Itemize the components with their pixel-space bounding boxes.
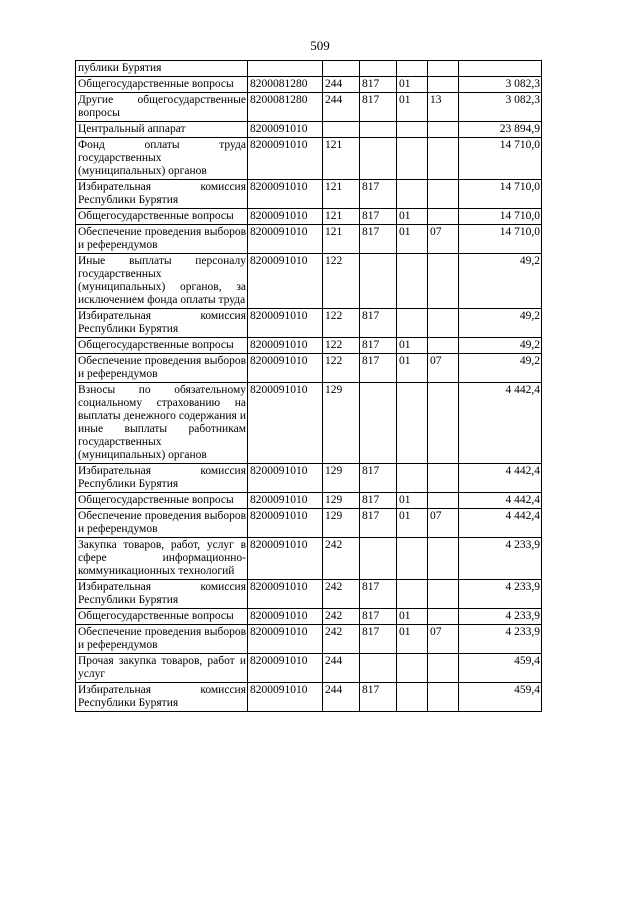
row-department-cell: 817 — [360, 93, 397, 122]
table-row — [76, 180, 542, 209]
row-expense-type-cell: 122 — [323, 309, 360, 338]
row-section-cell: 01 — [397, 93, 428, 122]
row-department-cell: 817 — [360, 338, 397, 354]
row-sum-cell: 4 233,9 — [459, 580, 542, 609]
row-subsection-cell — [428, 609, 459, 625]
row-sum-cell: 4 442,4 — [459, 383, 542, 464]
row-department-cell — [360, 138, 397, 180]
row-subsection-cell — [428, 538, 459, 580]
row-sum-cell: 49,2 — [459, 254, 542, 309]
row-subsection-cell — [428, 464, 459, 493]
row-sum-cell: 4 442,4 — [459, 493, 542, 509]
row-code-cell: 8200091010 — [248, 609, 323, 625]
row-section-cell: 01 — [397, 225, 428, 254]
row-section-cell — [397, 61, 428, 77]
row-code-cell: 8200091010 — [248, 180, 323, 209]
table-row — [76, 254, 542, 309]
row-subsection-cell — [428, 580, 459, 609]
row-sum-cell: 23 894,9 — [459, 122, 542, 138]
row-expense-type-cell: 242 — [323, 580, 360, 609]
row-sum-cell: 459,4 — [459, 654, 542, 683]
row-expense-type-cell: 122 — [323, 338, 360, 354]
row-name-cell: Общегосударственные вопросы — [76, 609, 248, 625]
row-section-cell: 01 — [397, 338, 428, 354]
row-code-cell: 8200091010 — [248, 138, 323, 180]
row-department-cell — [360, 61, 397, 77]
table-row — [76, 509, 542, 538]
row-code-cell: 8200081280 — [248, 77, 323, 93]
row-code-cell: 8200091010 — [248, 309, 323, 338]
row-department-cell — [360, 538, 397, 580]
row-expense-type-cell — [323, 122, 360, 138]
table-row — [76, 338, 542, 354]
row-code-cell — [248, 61, 323, 77]
row-name-cell: Избирательная комиссия Республики Бурятия — [76, 309, 248, 338]
row-subsection-cell — [428, 209, 459, 225]
row-subsection-cell: 07 — [428, 625, 459, 654]
row-code-cell: 8200081280 — [248, 93, 323, 122]
row-name-cell: Общегосударственные вопросы — [76, 338, 248, 354]
row-sum-cell: 14 710,0 — [459, 225, 542, 254]
row-section-cell: 01 — [397, 354, 428, 383]
row-department-cell — [360, 254, 397, 309]
row-department-cell — [360, 654, 397, 683]
row-subsection-cell — [428, 254, 459, 309]
row-department-cell: 817 — [360, 683, 397, 712]
row-code-cell: 8200091010 — [248, 538, 323, 580]
row-sum-cell: 14 710,0 — [459, 180, 542, 209]
row-expense-type-cell: 129 — [323, 509, 360, 538]
row-name-cell: Общегосударственные вопросы — [76, 77, 248, 93]
row-expense-type-cell: 129 — [323, 383, 360, 464]
row-name-cell: Обеспечение проведения выборов и референдумов — [76, 225, 248, 254]
row-section-cell — [397, 683, 428, 712]
row-name-cell: Закупка товаров, работ, услуг в сфере информационно-коммуникационных технологий — [76, 538, 248, 580]
row-expense-type-cell: 242 — [323, 609, 360, 625]
page-number: 509 — [310, 38, 330, 53]
row-code-cell: 8200091010 — [248, 683, 323, 712]
row-subsection-cell — [428, 180, 459, 209]
row-code-cell: 8200091010 — [248, 254, 323, 309]
row-name-cell: Общегосударственные вопросы — [76, 493, 248, 509]
row-section-cell: 01 — [397, 609, 428, 625]
row-subsection-cell — [428, 683, 459, 712]
row-code-cell: 8200091010 — [248, 225, 323, 254]
row-section-cell — [397, 580, 428, 609]
row-subsection-cell: 07 — [428, 509, 459, 538]
table-row — [76, 493, 542, 509]
row-subsection-cell — [428, 309, 459, 338]
row-code-cell: 8200091010 — [248, 338, 323, 354]
row-name-cell: Иные выплаты персоналу государственных (муниципальных) органов, за исключением фонда оплаты труда — [76, 254, 248, 309]
row-expense-type-cell: 121 — [323, 180, 360, 209]
row-department-cell — [360, 122, 397, 138]
table-row — [76, 654, 542, 683]
table-row — [76, 77, 542, 93]
row-name-cell: Взносы по обязательному социальному страхованию на выплаты денежного содержания и иные выплаты работникам государственных (муниципальных) органов — [76, 383, 248, 464]
table-row — [76, 354, 542, 383]
row-section-cell — [397, 538, 428, 580]
table-row — [76, 209, 542, 225]
row-name-cell: Прочая закупка товаров, работ и услуг — [76, 654, 248, 683]
table-row — [76, 464, 542, 493]
row-section-cell: 01 — [397, 77, 428, 93]
row-section-cell: 01 — [397, 509, 428, 538]
row-code-cell: 8200091010 — [248, 354, 323, 383]
row-name-cell: публики Бурятия — [76, 61, 248, 77]
table-row — [76, 61, 542, 77]
row-department-cell: 817 — [360, 180, 397, 209]
row-subsection-cell — [428, 61, 459, 77]
row-expense-type-cell — [323, 61, 360, 77]
row-department-cell: 817 — [360, 609, 397, 625]
row-sum-cell: 4 233,9 — [459, 625, 542, 654]
row-subsection-cell: 07 — [428, 225, 459, 254]
row-name-cell: Избирательная комиссия Республики Бурятия — [76, 180, 248, 209]
table-row — [76, 609, 542, 625]
row-section-cell — [397, 464, 428, 493]
row-subsection-cell — [428, 654, 459, 683]
row-subsection-cell — [428, 122, 459, 138]
row-code-cell: 8200091010 — [248, 464, 323, 493]
row-sum-cell: 14 710,0 — [459, 138, 542, 180]
budget-table-body — [76, 61, 542, 712]
row-department-cell: 817 — [360, 77, 397, 93]
table-row — [76, 138, 542, 180]
table-row — [76, 122, 542, 138]
row-section-cell — [397, 180, 428, 209]
row-sum-cell: 459,4 — [459, 683, 542, 712]
row-expense-type-cell: 121 — [323, 209, 360, 225]
row-subsection-cell — [428, 77, 459, 93]
table-row — [76, 93, 542, 122]
table-row — [76, 683, 542, 712]
budget-table — [75, 60, 542, 712]
table-row — [76, 625, 542, 654]
table-row — [76, 383, 542, 464]
row-department-cell: 817 — [360, 225, 397, 254]
row-expense-type-cell: 244 — [323, 77, 360, 93]
row-sum-cell: 4 442,4 — [459, 509, 542, 538]
row-subsection-cell — [428, 383, 459, 464]
row-sum-cell: 4 233,9 — [459, 538, 542, 580]
row-name-cell: Общегосударственные вопросы — [76, 209, 248, 225]
row-expense-type-cell: 244 — [323, 93, 360, 122]
row-subsection-cell — [428, 493, 459, 509]
row-department-cell: 817 — [360, 354, 397, 383]
row-subsection-cell: 07 — [428, 354, 459, 383]
row-sum-cell — [459, 61, 542, 77]
row-expense-type-cell: 122 — [323, 354, 360, 383]
row-expense-type-cell: 244 — [323, 683, 360, 712]
row-name-cell: Фонд оплаты труда государственных (муниципальных) органов — [76, 138, 248, 180]
row-section-cell — [397, 654, 428, 683]
row-section-cell: 01 — [397, 625, 428, 654]
row-sum-cell: 49,2 — [459, 338, 542, 354]
row-section-cell — [397, 254, 428, 309]
row-sum-cell: 4 442,4 — [459, 464, 542, 493]
row-name-cell: Другие общегосударственные вопросы — [76, 93, 248, 122]
row-department-cell: 817 — [360, 209, 397, 225]
row-code-cell: 8200091010 — [248, 625, 323, 654]
row-expense-type-cell: 242 — [323, 538, 360, 580]
table-row — [76, 225, 542, 254]
row-department-cell: 817 — [360, 509, 397, 538]
row-section-cell — [397, 122, 428, 138]
row-expense-type-cell: 121 — [323, 225, 360, 254]
row-sum-cell: 4 233,9 — [459, 609, 542, 625]
table-row — [76, 538, 542, 580]
row-section-cell — [397, 309, 428, 338]
row-sum-cell: 14 710,0 — [459, 209, 542, 225]
row-sum-cell: 3 082,3 — [459, 77, 542, 93]
row-code-cell: 8200091010 — [248, 122, 323, 138]
row-department-cell: 817 — [360, 580, 397, 609]
row-expense-type-cell: 129 — [323, 464, 360, 493]
table-row — [76, 580, 542, 609]
row-department-cell: 817 — [360, 625, 397, 654]
row-subsection-cell: 13 — [428, 93, 459, 122]
row-name-cell: Центральный аппарат — [76, 122, 248, 138]
row-section-cell: 01 — [397, 493, 428, 509]
row-name-cell: Обеспечение проведения выборов и референдумов — [76, 354, 248, 383]
row-code-cell: 8200091010 — [248, 580, 323, 609]
row-name-cell: Избирательная комиссия Республики Бурятия — [76, 683, 248, 712]
row-section-cell — [397, 383, 428, 464]
row-code-cell: 8200091010 — [248, 509, 323, 538]
row-code-cell: 8200091010 — [248, 493, 323, 509]
row-expense-type-cell: 122 — [323, 254, 360, 309]
row-section-cell: 01 — [397, 209, 428, 225]
table-row — [76, 309, 542, 338]
row-sum-cell: 3 082,3 — [459, 93, 542, 122]
row-department-cell: 817 — [360, 309, 397, 338]
row-department-cell — [360, 383, 397, 464]
row-expense-type-cell: 242 — [323, 625, 360, 654]
row-expense-type-cell: 129 — [323, 493, 360, 509]
row-expense-type-cell: 121 — [323, 138, 360, 180]
row-expense-type-cell: 244 — [323, 654, 360, 683]
row-code-cell: 8200091010 — [248, 654, 323, 683]
row-name-cell: Избирательная комиссия Республики Бурятия — [76, 580, 248, 609]
row-department-cell: 817 — [360, 493, 397, 509]
row-name-cell: Избирательная комиссия Республики Бурятия — [76, 464, 248, 493]
row-sum-cell: 49,2 — [459, 309, 542, 338]
row-sum-cell: 49,2 — [459, 354, 542, 383]
row-code-cell: 8200091010 — [248, 383, 323, 464]
row-code-cell: 8200091010 — [248, 209, 323, 225]
row-subsection-cell — [428, 338, 459, 354]
row-department-cell: 817 — [360, 464, 397, 493]
row-name-cell: Обеспечение проведения выборов и референдумов — [76, 509, 248, 538]
row-name-cell: Обеспечение проведения выборов и референдумов — [76, 625, 248, 654]
row-subsection-cell — [428, 138, 459, 180]
row-section-cell — [397, 138, 428, 180]
